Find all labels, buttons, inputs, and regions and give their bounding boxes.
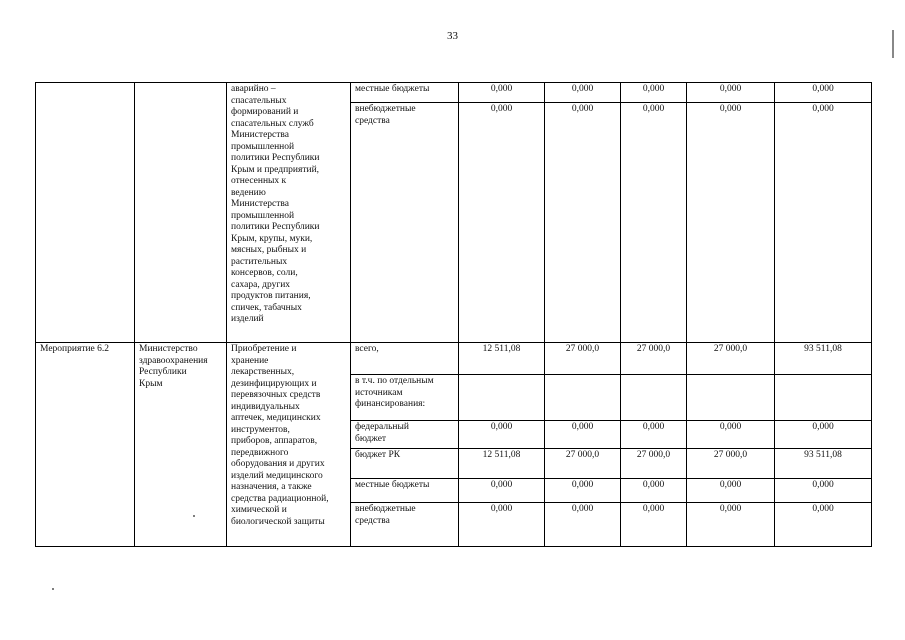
amount-cell: 27 000,0 — [545, 343, 621, 375]
measure-id-cell-empty — [36, 83, 135, 343]
amount-cell: 0,000 — [459, 103, 545, 343]
executor-cell-empty — [135, 83, 227, 343]
amount-cell: 0,000 — [459, 421, 545, 449]
amount-cell: 27 000,0 — [621, 343, 687, 375]
amount-cell: 0,000 — [621, 503, 687, 547]
amount-cell: 27 000,0 — [621, 449, 687, 479]
amount-cell: 27 000,0 — [545, 449, 621, 479]
amount-cell — [545, 375, 621, 421]
amount-cell — [775, 375, 872, 421]
scan-speck — [52, 588, 54, 590]
amount-cell — [687, 375, 775, 421]
funding-source: местные бюджеты — [351, 83, 459, 103]
amount-cell: 0,000 — [687, 83, 775, 103]
measure-description: Приобретение и хранение лекарственных, дезинфицирующих и перевязочных средств индивидуальных аптечек, медицинских инструментов, приборов, аппаратов, передвижного оборудования и других изделий медицинского назначения, а также средства радиационной, химической и биологической защиты — [227, 343, 351, 547]
amount-cell: 0,000 — [687, 479, 775, 503]
executor: Министерство здравоохранения Республики Крым — [135, 343, 227, 547]
funding-source: местные бюджеты — [351, 479, 459, 503]
amount-cell: 0,000 — [621, 103, 687, 343]
measure-id: Мероприятие 6.2 — [36, 343, 135, 547]
amount-cell: 0,000 — [621, 83, 687, 103]
amount-cell: 0,000 — [545, 83, 621, 103]
amount-cell: 93 511,08 — [775, 343, 872, 375]
amount-cell: 0,000 — [459, 503, 545, 547]
funding-source: бюджет РК — [351, 449, 459, 479]
table-body — [36, 83, 872, 547]
amount-cell: 0,000 — [545, 503, 621, 547]
financing-table — [35, 82, 872, 547]
funding-source: всего, — [351, 343, 459, 375]
amount-cell: 0,000 — [775, 479, 872, 503]
amount-cell: 0,000 — [775, 103, 872, 343]
amount-cell: 0,000 — [459, 479, 545, 503]
amount-cell: 27 000,0 — [687, 449, 775, 479]
table-row — [36, 83, 872, 103]
amount-cell: 93 511,08 — [775, 449, 872, 479]
amount-cell: 0,000 — [621, 479, 687, 503]
page-number: 33 — [447, 30, 458, 42]
amount-cell: 0,000 — [545, 421, 621, 449]
amount-cell: 0,000 — [775, 83, 872, 103]
amount-cell: 0,000 — [687, 503, 775, 547]
amount-cell: 0,000 — [545, 103, 621, 343]
amount-cell — [621, 375, 687, 421]
amount-cell: 27 000,0 — [687, 343, 775, 375]
amount-cell: 0,000 — [621, 421, 687, 449]
amount-cell: 0,000 — [687, 421, 775, 449]
amount-cell: 0,000 — [687, 103, 775, 343]
amount-cell: 0,000 — [545, 479, 621, 503]
funding-source: федеральный бюджет — [351, 421, 459, 449]
scan-edge-mark — [892, 30, 894, 58]
amount-cell: 12 511,08 — [459, 343, 545, 375]
funding-source: в т.ч. по отдельным источникам финансирования: — [351, 375, 459, 421]
amount-cell: 0,000 — [775, 503, 872, 547]
table-row — [36, 343, 872, 375]
measure-description: аварийно – спасательных формирований и спасательных служб Министерства промышленной политики Республики Крым и предприятий, отнесенных к ведению Министерства промышленной политики Республики Крым, крупы, муки, мясных, рыбных и растительных консервов, соли, сахара, других продуктов питания, спичек, табачных изделий — [227, 83, 351, 343]
amount-cell: 12 511,08 — [459, 449, 545, 479]
amount-cell: 0,000 — [459, 83, 545, 103]
funding-source: внебюджетные средства — [351, 503, 459, 547]
amount-cell — [459, 375, 545, 421]
funding-source: внебюджетные средства — [351, 103, 459, 343]
amount-cell: 0,000 — [775, 421, 872, 449]
